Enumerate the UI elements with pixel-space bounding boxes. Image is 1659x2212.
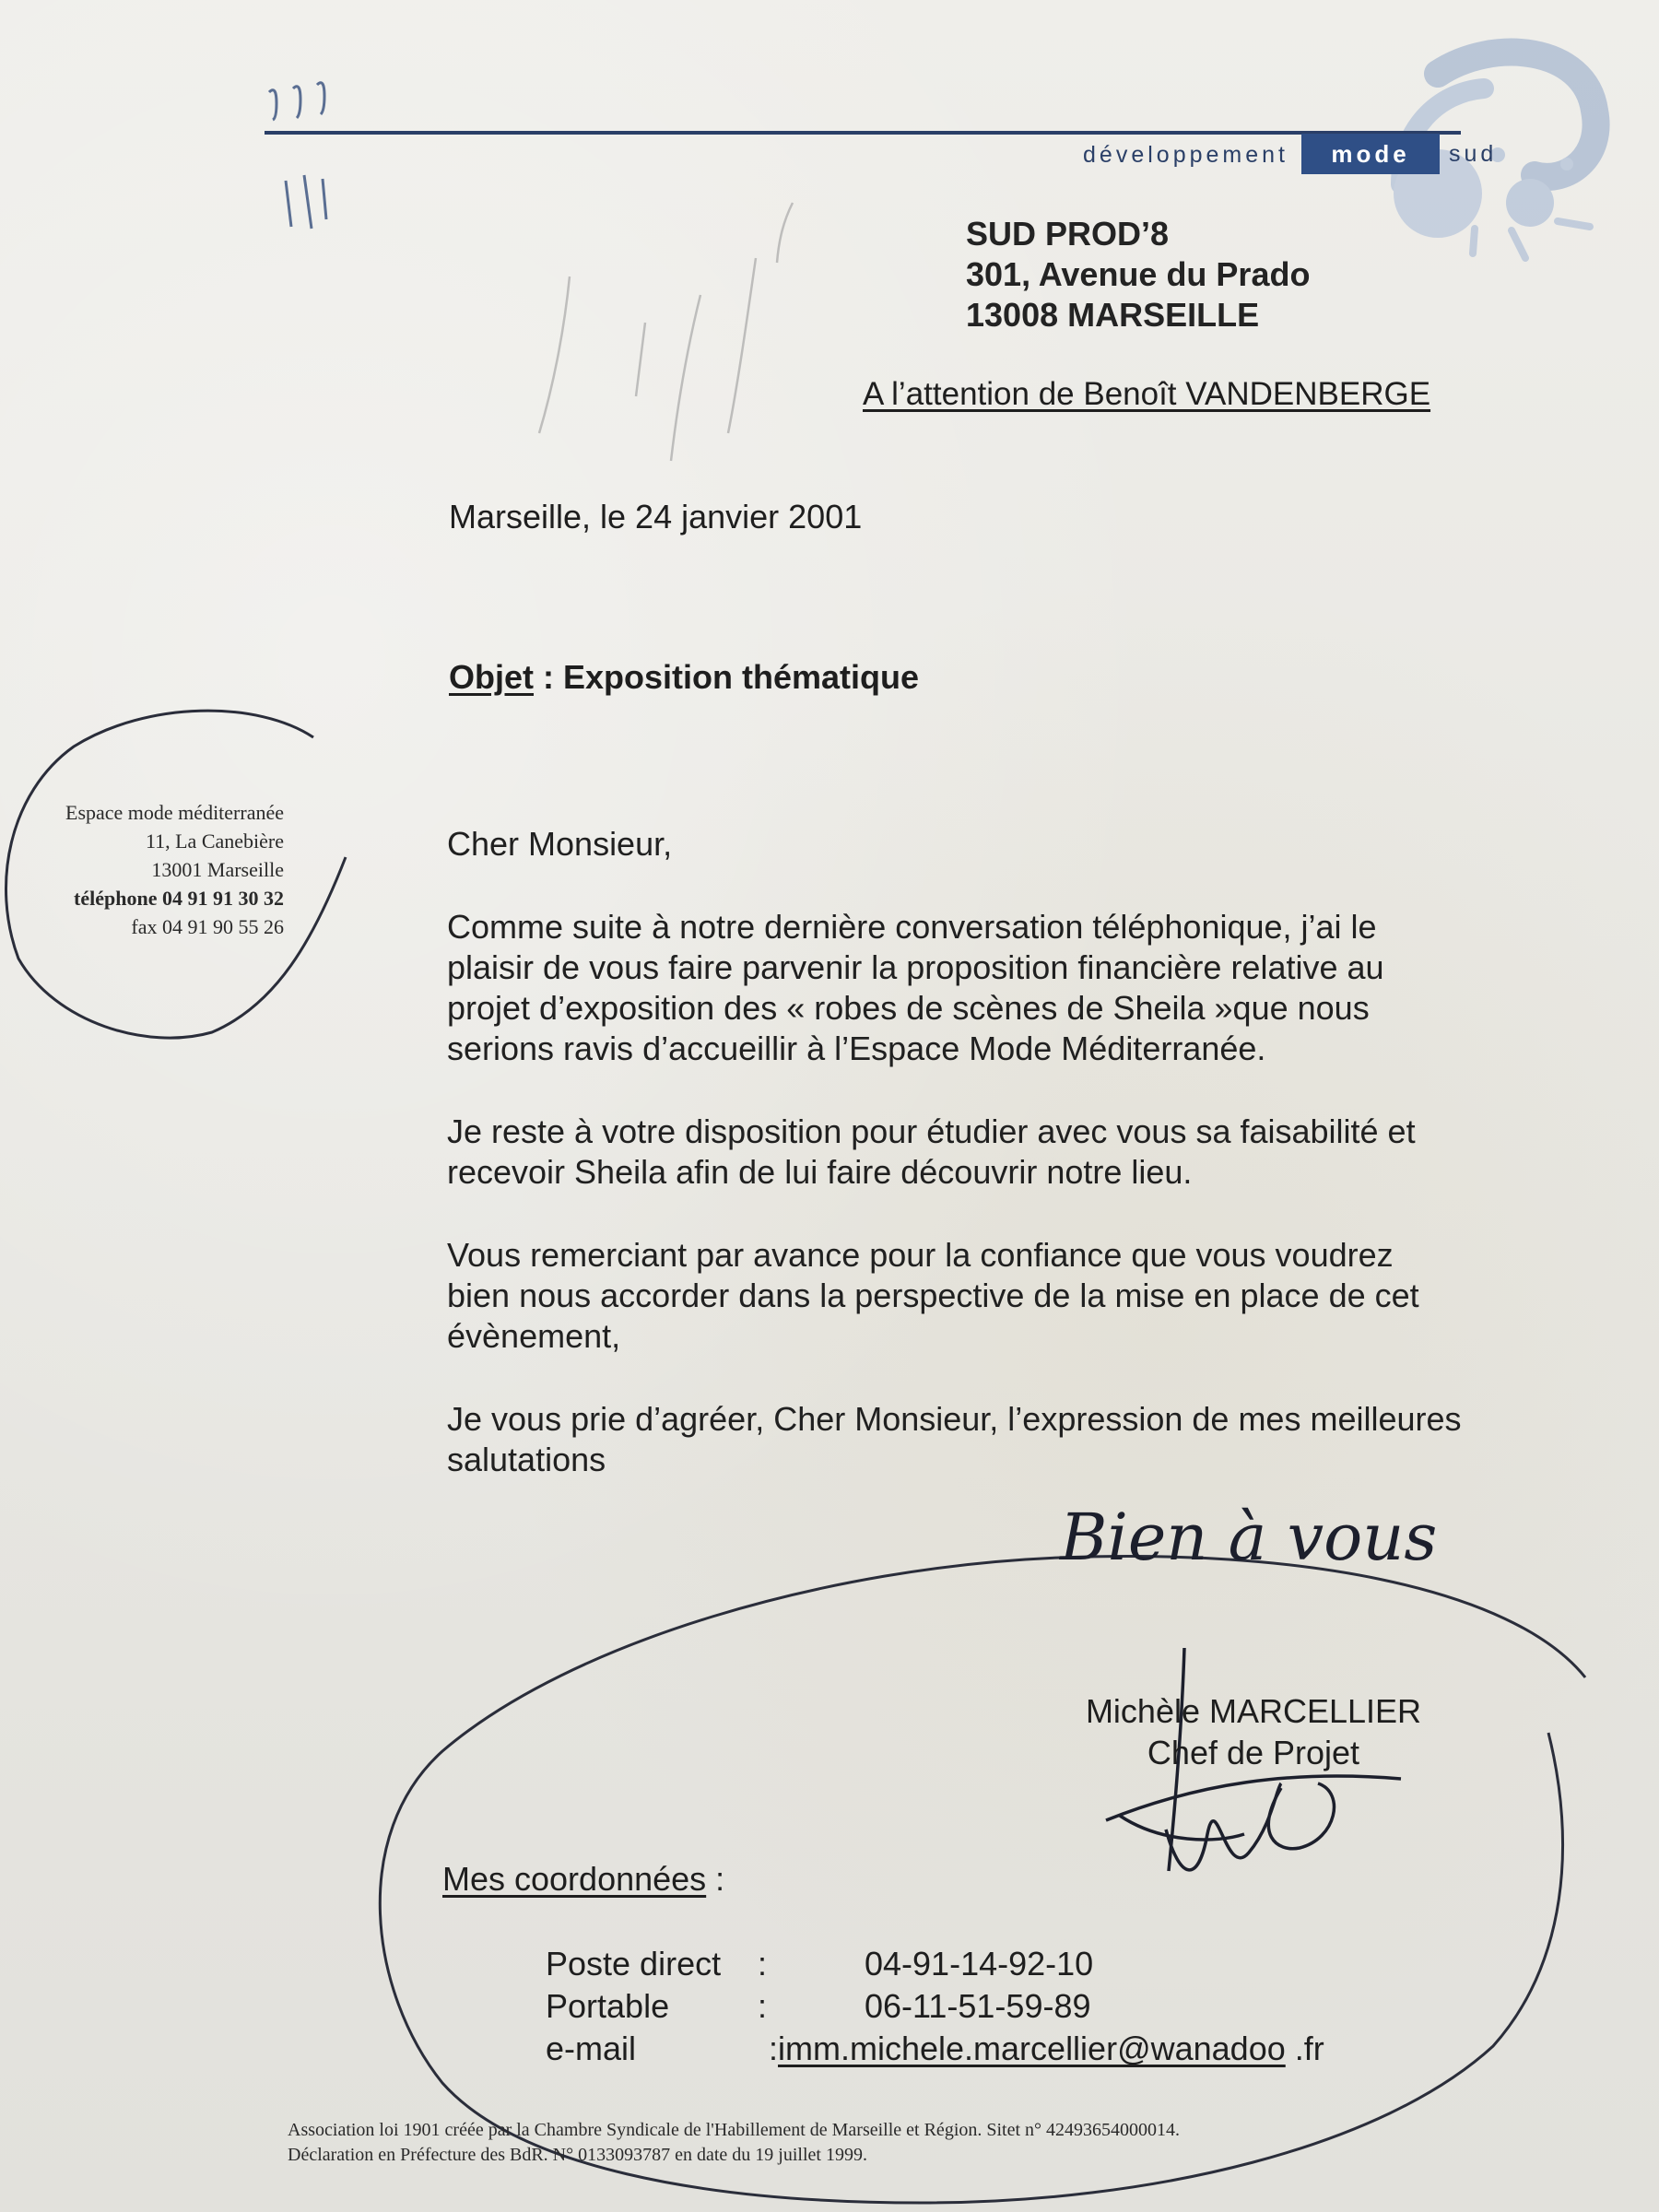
footer-line-2: Déclaration en Préfecture des BdR. N° 0133093787 en date du 19 juillet 1999. <box>288 2145 867 2165</box>
email-suffix: .fr <box>1285 2030 1324 2067</box>
contact-value: 06-11-51-59-89 <box>865 1987 1091 2025</box>
paragraph-3-line: bien nous accorder dans la perspective de la mise en place de cet <box>447 1277 1419 1314</box>
subject-line <box>449 658 1278 697</box>
email-colon: : <box>769 2030 779 2067</box>
sender-city: 13001 Marseille <box>151 858 284 881</box>
signer-block <box>1032 1690 1475 1773</box>
sender-street: 11, La Canebière <box>145 830 284 853</box>
contact-colon: : <box>758 1987 768 2025</box>
contact-label: Poste direct <box>546 1945 722 1983</box>
contacts-title <box>442 1860 830 1899</box>
contact-row-email <box>546 2028 1467 2070</box>
recipient-line-3: 13008 MARSEILLE <box>966 296 1260 334</box>
recipient-line-1: SUD PROD’8 <box>966 215 1170 253</box>
sender-address-block <box>9 798 284 941</box>
footer-line-1: Association loi 1901 créée par la Chambre Syndicale de l'Habillement de Marseille et Région. Sitet n° 42493654000014. <box>288 2120 1181 2140</box>
contact-row-mobile <box>546 1985 1467 2028</box>
paragraph-4-line: Je vous prie d’agréer, Cher Monsieur, l’expression de mes meilleures <box>447 1400 1462 1438</box>
sender-phone: téléphone 04 91 91 30 32 <box>74 887 284 910</box>
contact-colon: : <box>758 1945 768 1983</box>
margin-tally-marks <box>269 83 326 229</box>
recipient-address <box>966 214 1482 335</box>
contact-label: Portable <box>546 1987 670 2025</box>
paragraph-1 <box>447 907 1553 1069</box>
signer-name: Michèle MARCELLIER <box>1085 1692 1422 1730</box>
paragraph-2-line: recevoir Sheila afin de lui faire découvrir notre lieu. <box>447 1153 1193 1191</box>
sender-fax: fax 04 91 90 55 26 <box>131 915 284 938</box>
paragraph-1-line: projet d’exposition des « robes de scènes de Sheila »que nous <box>447 989 1370 1027</box>
paragraph-2 <box>447 1112 1553 1193</box>
contacts-title-text: Mes coordonnées <box>442 1860 707 1898</box>
paragraph-3 <box>447 1235 1553 1357</box>
contact-value: 04-91-14-92-10 <box>865 1945 1094 1983</box>
signer-title: Chef de Projet <box>1147 1734 1360 1771</box>
contacts-list <box>546 1943 1467 2070</box>
handwritten-closing-text: Bien à vous <box>1060 1500 1438 1575</box>
paragraph-1-line: plaisir de vous faire parvenir la proposition financière relative au <box>447 948 1384 986</box>
paragraph-3-line: Vous remerciant par avance pour la confiance que vous voudrez <box>447 1236 1394 1274</box>
paragraph-1-line: serions ravis d’accueillir à l’Espace Mode Méditerranée. <box>447 1030 1266 1067</box>
brand-text-mode: mode <box>1301 134 1440 174</box>
paragraph-2-line: Je reste à votre disposition pour étudier avec vous sa faisabilité et <box>447 1112 1416 1150</box>
contact-label: e-mail <box>546 2030 637 2067</box>
attention-line: A l’attention de Benoît VANDENBERGE <box>863 376 1431 412</box>
email-value <box>769 2028 1324 2070</box>
paragraph-1-line: Comme suite à notre dernière conversation téléphonique, j’ai le <box>447 908 1377 946</box>
brand-text-sud: sud <box>1449 141 1498 167</box>
subject-label: Objet <box>449 658 535 696</box>
pencil-marks <box>539 203 793 461</box>
subject-text: Exposition thématique <box>563 658 920 696</box>
brand-text-developpement: développement <box>1083 142 1288 168</box>
paragraph-4 <box>447 1399 1553 1480</box>
subject-separator: : <box>534 658 564 696</box>
paragraph-3-line: évènement, <box>447 1317 621 1355</box>
contact-row-direct <box>546 1943 1467 1985</box>
recipient-line-2: 301, Avenue du Prado <box>966 255 1311 293</box>
handwritten-closing <box>1051 1486 1493 1587</box>
contacts-title-suffix: : <box>706 1860 725 1898</box>
sender-name: Espace mode méditerranée <box>65 801 284 824</box>
paragraph-4-line: salutations <box>447 1441 606 1478</box>
salutation: Cher Monsieur, <box>447 825 673 863</box>
letter-date: Marseille, le 24 janvier 2001 <box>449 498 863 535</box>
email-link[interactable]: imm.michele.marcellier@wanadoo <box>778 2030 1286 2067</box>
legal-footer <box>288 2118 1486 2168</box>
